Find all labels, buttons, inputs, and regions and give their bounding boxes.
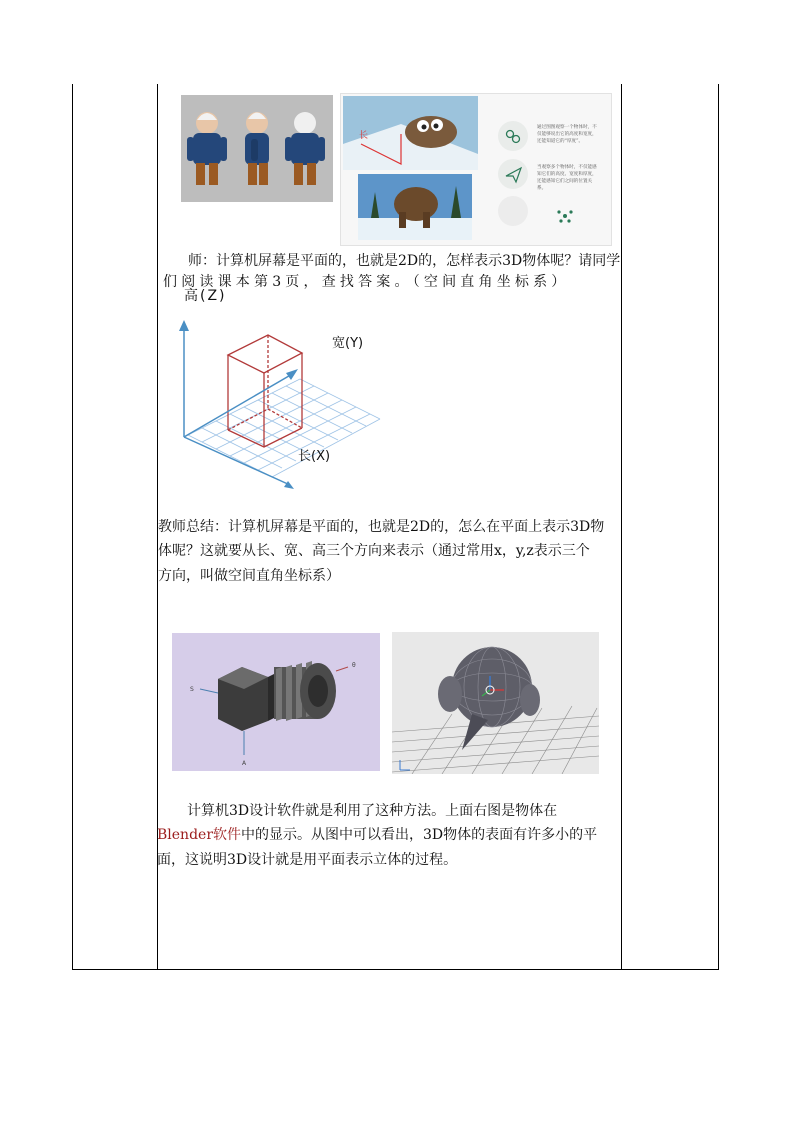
summary-line-1: 教师总结：计算机屏幕是平面的，也就是2D的，怎么在平面上表示3D物 xyxy=(158,519,605,535)
blender-mesh-image xyxy=(392,632,599,774)
svg-text:S: S xyxy=(190,686,194,693)
svg-text:θ: θ xyxy=(352,662,356,669)
character-front xyxy=(187,112,227,185)
z-axis-label: 高(Z) xyxy=(184,288,227,304)
blender-line-2 xyxy=(157,825,597,845)
table-border-inner-right xyxy=(621,84,622,970)
blender-software-link: Blender软件 xyxy=(157,827,242,843)
question-line-1: 师：计算机屏幕是平面的，也就是2D的，怎样表示3D物体呢？请同学 xyxy=(188,253,621,269)
summary-line-3: 方向，叫做空间直角坐标系） xyxy=(158,568,340,584)
svg-text:A: A xyxy=(242,760,247,767)
character-back xyxy=(285,112,325,185)
x-axis-label: 长(X) xyxy=(298,449,331,464)
send-icon-circle xyxy=(498,159,528,189)
blender-line-3: 面，这说明3D设计就是用平面表示立体的过程。 xyxy=(157,852,458,868)
character-side xyxy=(245,112,269,185)
table-border-right xyxy=(718,84,719,970)
ice-age-infographic xyxy=(340,93,612,246)
table-border-bottom xyxy=(72,969,719,970)
blank-icon-circle xyxy=(498,196,528,226)
axis-arrows xyxy=(179,320,298,489)
y-axis-label: 宽(Y) xyxy=(332,336,364,351)
cad-fitting-image xyxy=(172,633,380,771)
floor-grid xyxy=(188,379,380,477)
blender-line-1: 计算机3D设计软件就是利用了这种方法。上面右图是物体在 xyxy=(187,803,558,819)
table-border-left xyxy=(72,84,73,970)
summary-line-2: 体呢？这就要从长、宽、高三个方向来表示（通过常用x，y,z表示三个 xyxy=(158,543,590,559)
coordinate-axes-diagram xyxy=(172,285,392,500)
infographic-text-1: 通过图图观察一个物体时，不仅能够说出它的高度和宽度，还能知道它的“厚度”。 xyxy=(537,125,597,144)
character-turnaround-image xyxy=(181,95,333,202)
blender-line-2-rest: 中的显示。从图中可以看出，3D物体的表面有许多小的平 xyxy=(241,827,598,843)
question-line-2: 们阅读课本第3页，查找答案。（空间直角坐标系） xyxy=(163,274,570,290)
infographic-text-2: 当观察多个物体时，不仅能感知它们的高度、宽度和厚度，还能感知它们之间的位置关系。 xyxy=(537,165,597,191)
svg-text:长: 长 xyxy=(359,131,369,141)
share-icon xyxy=(557,210,572,222)
